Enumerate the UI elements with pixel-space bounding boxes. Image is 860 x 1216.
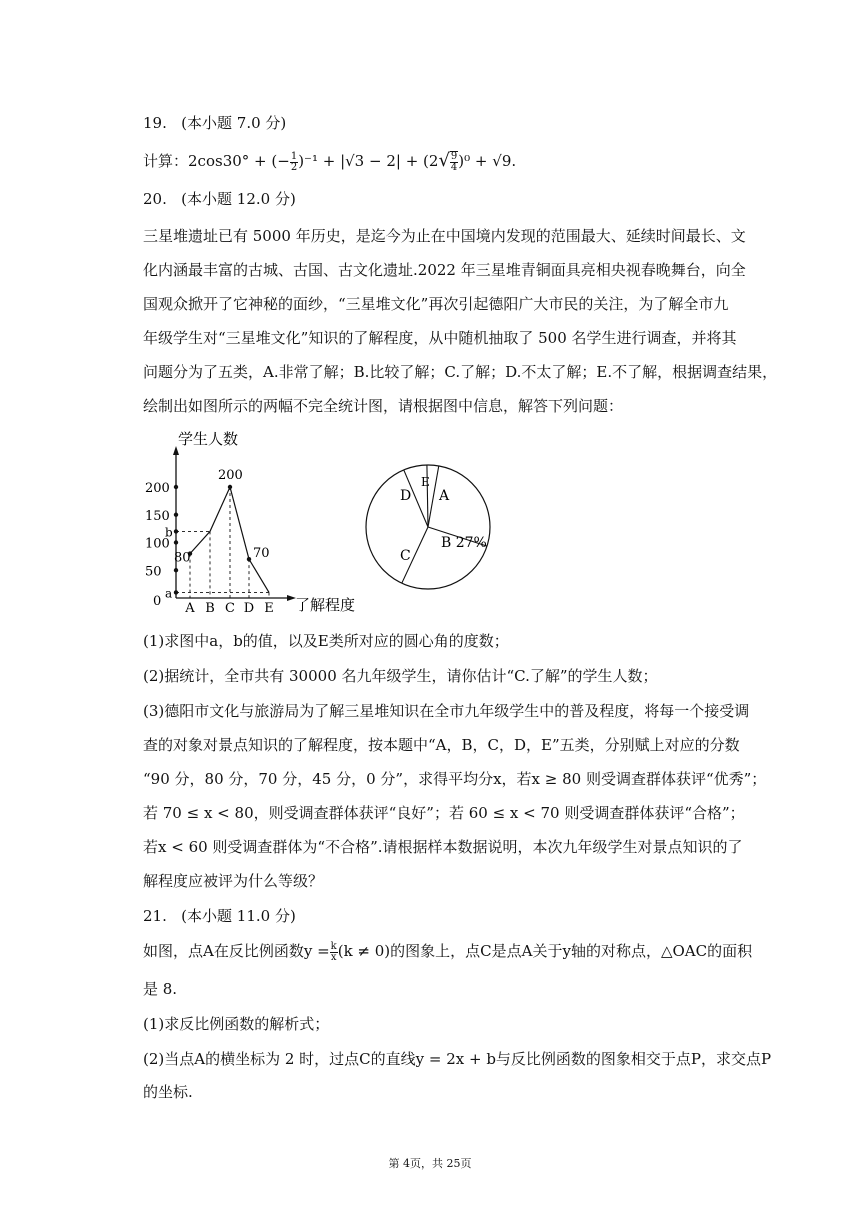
- q21-sub1: (1)求反比例函数的解析式；: [143, 1015, 330, 1033]
- q19-fraction-den: 2: [290, 161, 298, 173]
- q20-sub-question: 解程度应被评为什么等级？: [143, 872, 324, 890]
- x-tick-label: B: [205, 601, 215, 616]
- data-point: [247, 557, 251, 561]
- q19-expr-part1: 2cos30° + (−: [188, 152, 290, 170]
- q21-line2: 是 8.: [143, 980, 178, 998]
- q21-fraction-den: x: [330, 951, 337, 963]
- pie-chart: [366, 465, 490, 589]
- q20-intro-line: 三星堆遗址已有 5000 年历史，是迄今为止在中国境内发现的范围最大、延续时间最长、文: [143, 227, 746, 245]
- pie-label-d: D: [400, 488, 412, 504]
- pie-label-b: B 27%: [441, 535, 487, 551]
- q20-intro-line: 年级学生对“三星堆文化”知识的了解程度，从中随机抽取了 500 名学生进行调查，并将其: [143, 329, 737, 347]
- q21-sub2-line2: 的坐标.: [143, 1083, 193, 1101]
- q19-fraction-num: 1: [290, 150, 298, 162]
- q20-intro-line: 绘制出如图所示的两幅不完全统计图，请根据图中信息，解答下列问题：: [143, 397, 624, 415]
- q20-sub-question: 若 70 ≤ x < 80，则受调查群体获评“良好”；若 60 ≤ x < 70 则受调查群体获评“合格”；: [143, 804, 745, 822]
- series-line: [190, 487, 269, 592]
- q19-expr-part2: )⁻¹ + |√3 − 2| + (2: [298, 152, 439, 170]
- q19-calc-label: 计算：: [143, 152, 189, 170]
- y-tick-label: 50: [145, 564, 162, 580]
- x-tick-label: A: [185, 601, 195, 616]
- q20-sub-question: (3)德阳市文化与旅游局为了解三星堆知识在全市九年级学生中的普及程度，将每一个接受调: [143, 702, 750, 720]
- q20-sub-question: (2)据统计，全市共有 30000 名九年级学生，请你估计“C.了解”的学生人数；: [143, 667, 658, 685]
- q20-sub-question: 查的对象对景点知识的了解程度，按本题中“A，B，C，D，E”五类，分别赋上对应的分数: [143, 736, 740, 754]
- y-tick-dot: [174, 485, 178, 489]
- q20-intro-line: 国观众掀开了它神秘的面纱，“三星堆文化”再次引起德阳广大市民的关注，为了解全市九: [143, 295, 729, 313]
- pie-label-a: A: [439, 488, 450, 504]
- q20-number: 20.: [143, 190, 167, 208]
- q19-number: 19.: [143, 114, 167, 132]
- data-label: 70: [253, 546, 270, 562]
- q21-line1-a: 如图，点A在反比例函数y =: [143, 942, 330, 960]
- q21-score: (本小题 11.0 分): [181, 907, 296, 925]
- q21-sub2-line1: (2)当点A的横坐标为 2 时，过点C的直线y = 2x + b与反比例函数的图象相交于点P，求交点P: [143, 1050, 772, 1068]
- y-tick-label: 150: [145, 508, 170, 524]
- y-tick-label: b: [165, 525, 173, 540]
- q21-line1-b: (k ≠ 0)的图象上，点C是点A关于y轴的对称点，△OAC的面积: [337, 942, 753, 960]
- x-tick-label: D: [243, 601, 255, 616]
- y-tick-label: 200: [145, 481, 170, 496]
- y-tick-dot: [174, 513, 178, 517]
- pie-label-e: E: [421, 475, 430, 489]
- q20-sub-question: (1)求图中a，b的值，以及E类所对应的圆心角的度数；: [143, 632, 509, 650]
- q20-sub-question: 若x < 60 则受调查群体为“不合格”.请根据样本数据说明，本次九年级学生对景点知识的了: [143, 838, 743, 856]
- origin-label: 0: [153, 594, 162, 609]
- q19-expression: 计算：2cos30° + (− $\frac{1}{2}$ )⁻¹ + |√3 − 2| + (2√ $\frac{9}{4}$ )⁰ + √9.: [143, 150, 517, 173]
- x-tick-label: C: [225, 601, 235, 616]
- y-tick-label: a: [165, 586, 173, 601]
- data-label: 80: [174, 550, 191, 566]
- x-tick-label: E: [264, 601, 274, 616]
- data-point: [228, 485, 232, 489]
- y-tick-label: 100: [145, 536, 170, 552]
- q20-score: (本小题 12.0 分): [181, 190, 296, 208]
- y-tick-dot: [174, 568, 178, 572]
- q20-intro-line: 化内涵最丰富的古城、古国、古文化遗址.2022 年三星堆青铜面具亮相央视春晚舞台，向全: [143, 261, 746, 279]
- q21-number: 21.: [143, 907, 167, 925]
- page-footer: 第 4页，共 25页: [388, 1157, 472, 1170]
- q21-header: [143, 905, 753, 927]
- q19-sqrt-num: 9: [450, 151, 458, 162]
- q20-sub-question: “90 分，80 分，70 分，45 分，0 分”，求得平均分x，若x ≥ 80 则受调查群体获评“优秀”；: [143, 770, 767, 788]
- data-label: 200: [218, 468, 243, 483]
- q21-fraction: [330, 942, 338, 963]
- q19-sqrt-den: 4: [450, 162, 458, 173]
- line-chart: [145, 430, 355, 616]
- q21-fraction-num: k: [330, 940, 337, 952]
- y-tick-dot: [174, 540, 178, 544]
- q19-score: (本小题 7.0 分): [181, 114, 287, 132]
- q19-expr-part3: )⁰ + √9.: [458, 152, 517, 170]
- q20-intro-line: 问题分为了五类，A.非常了解；B.比较了解；C.了解；D.不太了解；E.不了解，根据调查结果，: [143, 363, 778, 381]
- q21-line1: [143, 940, 753, 963]
- pie-label-c: C: [400, 548, 411, 564]
- y-axis-label: 学生人数: [178, 430, 239, 448]
- x-axis-label: 了解程度: [295, 596, 356, 614]
